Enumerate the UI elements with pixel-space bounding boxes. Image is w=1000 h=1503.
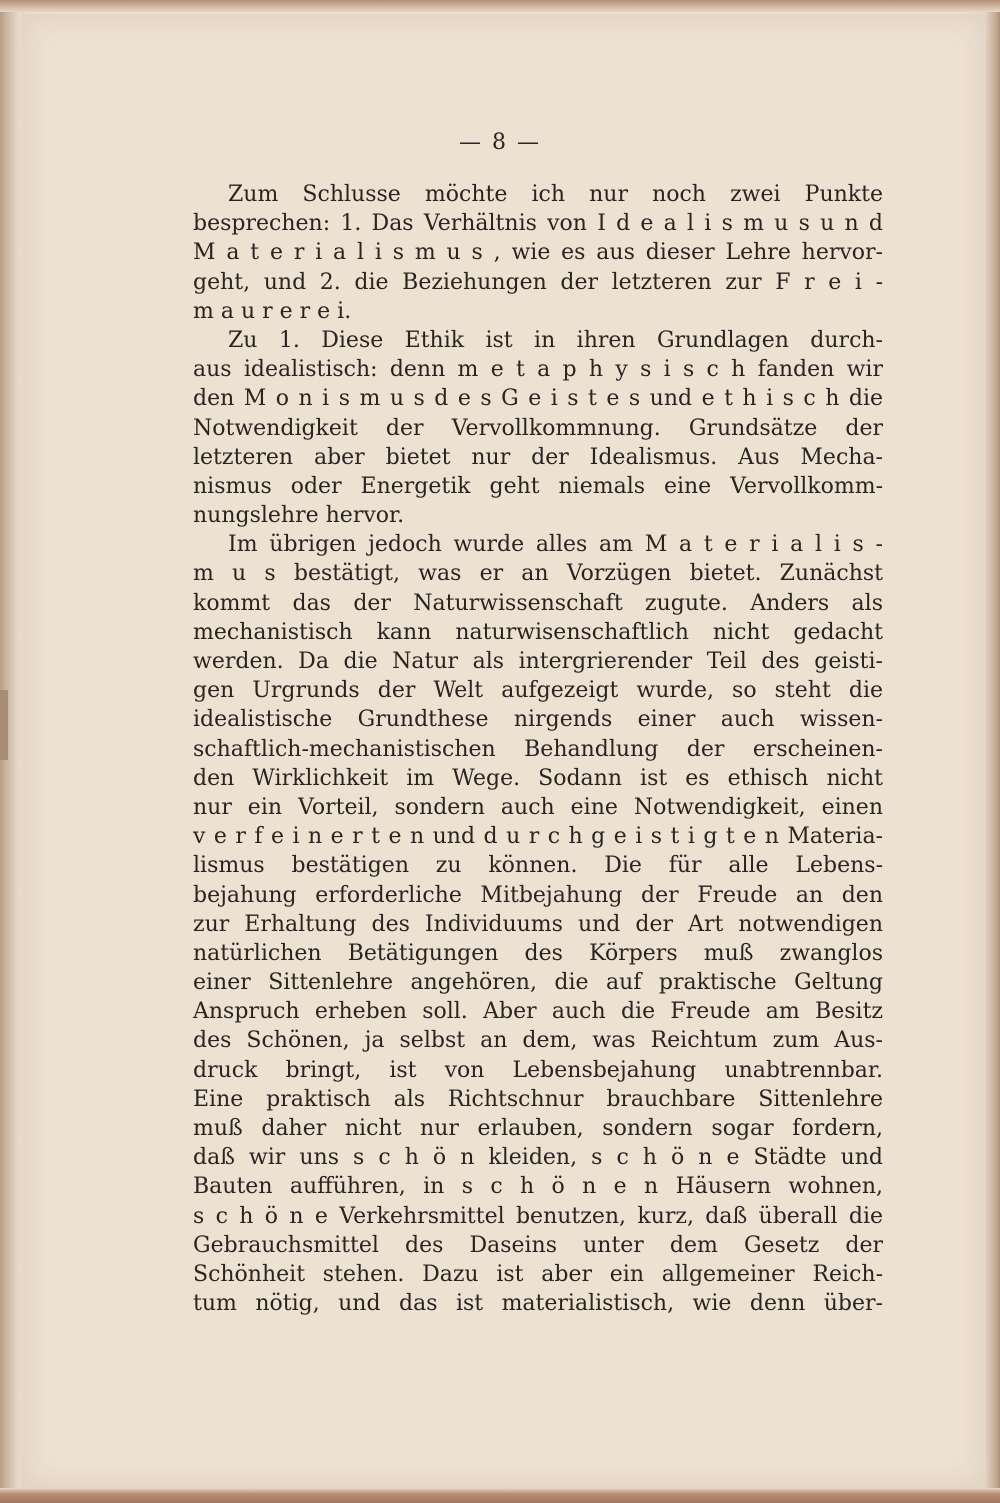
text-line: nur ein Vorteil, sondern auch eine Notwendigkeit, einen [193,794,883,820]
text-line: geht, und 2. die Beziehungen der letzteren zur F r e i - [193,269,883,295]
text-line: v e r f e i n e r t e n und d u r c h g e i s t i g t e n Materia- [193,824,883,850]
page-top-edge [0,0,1000,12]
text-line: idealistische Grundthese nirgends einer auch wissen- [193,707,883,733]
text-line: mechanistisch kann naturwisenschaftlich nicht gedacht [193,619,883,645]
text-line: den M o n i s m u s d e s G e i s t e s und e t h i s c h die [193,386,883,412]
text-line: Gebrauchsmittel des Daseins unter dem Gesetz der [193,1232,883,1258]
text-line: Anspruch erheben soll. Aber auch die Freude am Besitz [193,999,883,1025]
text-line: werden. Da die Natur als intergrierender Teil des geisti- [193,649,883,674]
text-line: Bauten aufführen, in s c h ö n e n Häusern wohnen, [193,1174,883,1200]
text-line: tum nötig, und das ist materialistisch, wie denn über- [193,1291,883,1317]
text-line: m a u r e r e i. [193,298,352,324]
text-line: druck bringt, ist von Lebensbejahung unabtrennbar. [193,1057,883,1083]
text-line: M a t e r i a l i s m u s , wie es aus dieser Lehre hervor- [193,240,883,266]
text-line: m u s bestätigt, was er an Vorzügen bietet. Zunächst [193,561,883,587]
text-line: besprechen: 1. Das Verhältnis von I d e a l i s m u s u n d [193,211,883,237]
text-line: Notwendigkeit der Vervollkommnung. Grundsätze der [193,415,883,441]
text-line: nismus oder Energetik geht niemals eine Vervollkomm- [193,473,883,499]
text-line: zur Erhaltung des Individuums und der Art notwendigen [193,911,883,937]
text-line: Eine praktisch als Richtschnur brauchbare Sittenlehre [193,1086,883,1112]
text-line: aus idealistisch: denn m e t a p h y s i s c h fanden wir [193,357,883,383]
text-line: Schönheit stehen. Dazu ist aber ein allgemeiner Reich- [193,1261,883,1287]
text-line: natürlichen Betätigungen des Körpers muß zwanglos [193,940,883,966]
text-line: s c h ö n e Verkehrsmittel benutzen, kurz, daß überall die [193,1203,883,1229]
text-line: des Schönen, ja selbst an dem, was Reichtum zum Aus- [193,1028,883,1054]
page-number: — 8 — [459,130,541,155]
text-line: gen Urgrunds der Welt aufgezeigt wurde, so steht die [193,678,883,704]
text-line: daß wir uns s c h ö n kleiden, s c h ö n e Städte und [193,1145,883,1171]
body-text [193,180,883,1318]
text-line: bejahung erforderliche Mitbejahung der Freude an den [193,882,883,908]
text-line: einer Sittenlehre angehören, die auf praktische Geltung [193,970,883,996]
text-line: kommt das der Naturwissenschaft zugute. Anders als [193,590,883,616]
text-line: muß daher nicht nur erlauben, sondern sogar fordern, [193,1116,883,1141]
text-line: Zum Schlusse möchte ich nur noch zwei Punkte [228,182,883,207]
text-line: lismus bestätigen zu können. Die für alle Lebens- [193,853,883,879]
text-line: nungslehre hervor. [193,503,405,529]
text-line: schaftlich-mechanistischen Behandlung der erscheinen- [193,736,883,762]
spine-mark [0,690,8,760]
page-bottom-edge [0,1488,1000,1503]
text-line: den Wirklichkeit im Wege. Sodann ist es ethisch nicht [193,765,883,791]
text-line: Zu 1. Diese Ethik ist in ihren Grundlagen durch- [228,327,883,353]
text-line: Im übrigen jedoch wurde alles am M a t e r i a l i s - [228,532,883,558]
text-line: letzteren aber bietet nur der Idealismus. Aus Mecha- [193,444,883,470]
